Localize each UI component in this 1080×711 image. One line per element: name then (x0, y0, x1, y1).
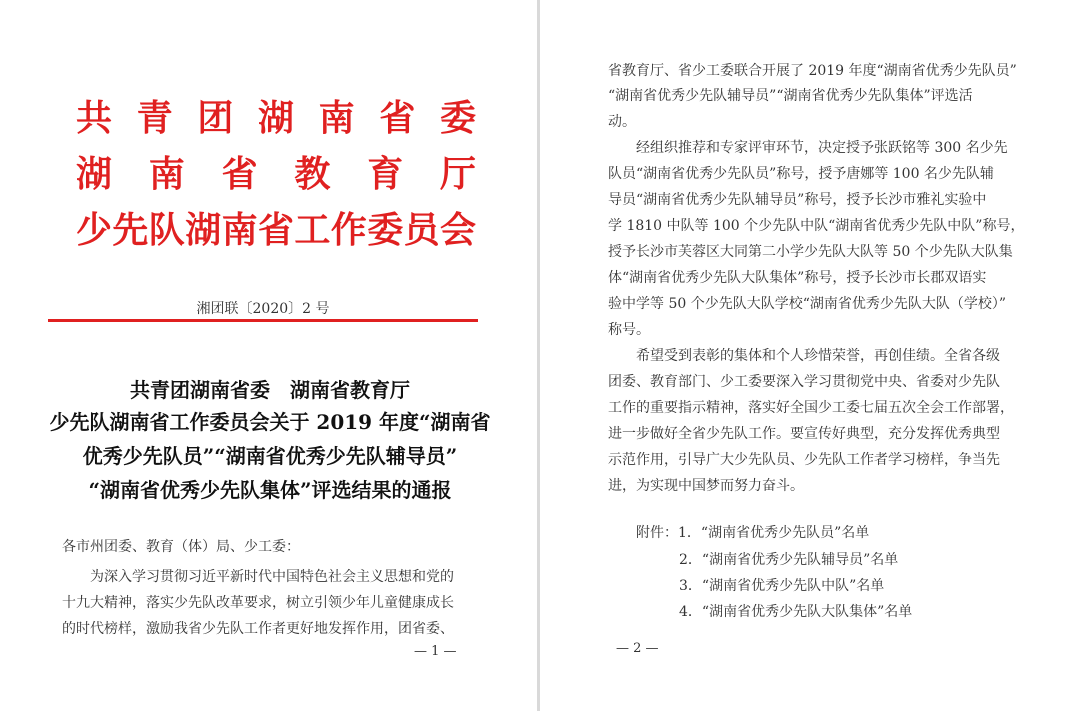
paragraph-line: 十九大精神，落实少先队改革要求，树立引领少年儿童健康成长 (62, 595, 454, 611)
document-title-line-4: “湖南省优秀少先队集体”评选结果的通报 (88, 478, 452, 502)
page-number: — 2 — (616, 641, 659, 656)
paragraph-line: 进一步做好全省少先队工作。要宣传好典型，充分发挥优秀典型 (608, 426, 1000, 442)
paragraph-line: 验中学等 50 个少先队大队学校“湖南省优秀少先队大队（学校）” (608, 296, 1007, 312)
paragraph-line: 学 1810 中队等 100 个少先队中队“湖南省优秀少先队中队”称号， (608, 218, 1025, 234)
header-org-2: 湖南省教育厅 (76, 153, 476, 195)
document-page-1 (0, 0, 537, 711)
paragraph-line: 团委、教育部门、少工委要深入学习贯彻党中央、省委对少先队 (608, 374, 1000, 390)
paragraph-line: 省教育厅、省少工委联合开展了 2019 年度“湖南省优秀少先队员” (608, 63, 1017, 79)
document-number: 湘团联〔2020〕2 号 (196, 301, 330, 317)
document-title-line-2: 少先队湖南省工作委员会关于 2019 年度“湖南省 (49, 410, 491, 434)
paragraph-line: 工作的重要指示精神，落实好全国少工委七届五次全会工作部署， (608, 400, 1014, 416)
paragraph-line: 为深入学习贯彻习近平新时代中国特色社会主义思想和党的 (90, 569, 454, 585)
page-number: — 1 — (414, 644, 457, 659)
paragraph-line: 授予长沙市芙蓉区大同第二小学少先队大队等 50 个少先队大队集 (608, 244, 1013, 260)
salutation: 各市州团委、教育（体）局、少工委： (62, 539, 300, 555)
paragraph-line: 的时代榜样，激励我省少先队工作者更好地发挥作用，团省委、 (62, 621, 454, 637)
attachment-item: 2．“湖南省优秀少先队辅导员”名单 (679, 552, 899, 568)
page-divider (537, 0, 540, 711)
attachment-item: 4．“湖南省优秀少先队大队集体”名单 (679, 604, 913, 620)
paragraph-line: 经组织推荐和专家评审环节，决定授予张跃铭等 300 名少先 (636, 140, 1008, 156)
document-title-line-1: 共青团湖南省委 湖南省教育厅 (130, 378, 410, 402)
paragraph-line: 队员“湖南省优秀少先队员”称号，授予唐娜等 100 名少先队辅 (608, 166, 994, 182)
paragraph-line: 体“湖南省优秀少先队大队集体”称号，授予长沙市长郡双语实 (608, 270, 987, 286)
paragraph-line: 动。 (608, 114, 636, 130)
paragraph-line: “湖南省优秀少先队辅导员”“湖南省优秀少先队集体”评选活 (608, 88, 973, 104)
red-divider-line (48, 319, 478, 322)
attachment-item: 附件：1．“湖南省优秀少先队员”名单 (636, 525, 870, 541)
paragraph-line: 称号。 (608, 322, 650, 338)
header-org-3: 少先队湖南省工作委员会 (76, 209, 476, 251)
header-org-1: 共青团湖南省委 (76, 97, 476, 139)
paragraph-line: 进，为实现中国梦而努力奋斗。 (608, 478, 804, 494)
paragraph-line: 导员“湖南省优秀少先队辅导员”称号，授予长沙市雅礼实验中 (608, 192, 987, 208)
paragraph-line: 希望受到表彰的集体和个人珍惜荣誉，再创佳绩。全省各级 (636, 348, 1000, 364)
attachment-item: 3．“湖南省优秀少先队中队”名单 (679, 578, 885, 594)
document-title-line-3: 优秀少先队员”“湖南省优秀少先队辅导员” (82, 444, 458, 468)
paragraph-line: 示范作用，引导广大少先队员、少先队工作者学习榜样，争当先 (608, 452, 1000, 468)
